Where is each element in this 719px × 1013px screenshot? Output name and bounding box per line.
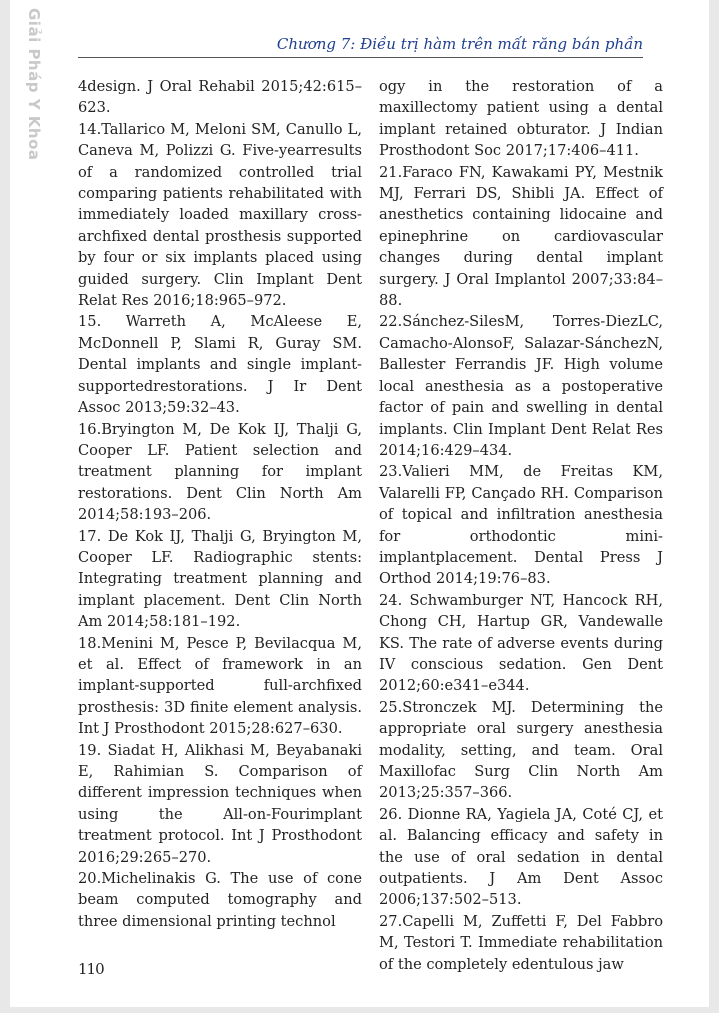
left-column [78,76,362,932]
header-rule [78,57,643,58]
document-page [10,0,709,1007]
reference-item: 18.Menini M, Pesce P, Bevilacqua M, et al. Effect of framework in an implant-supported full-archfixed prosthesis: 3D finite element analysis. Int J Prosthodont 2015;28:627–630. [78,634,362,738]
side-watermark-label: Giải Pháp Y Khoa [25,8,43,161]
reference-item: 15. Warreth A, McAleese E, McDonnell P, Slami R, Guray SM. Dental implants and single implant-supportedrestorations. J Ir Dent Assoc 2013;59:32–43. [78,313,362,417]
reference-item: 25.Stronczek MJ. Determining the appropriate oral surgery anesthesia modality, setting, and team. Oral Maxillofac Surg Clin North Am 2013;25:357–366. [379,698,663,802]
reference-item: 22.Sánchez-SilesM, Torres-DiezLC, Camacho-AlonsoF, Salazar-SánchezN, Ballester Ferrandis JF. High volume local anesthesia as a postoperative factor of pain and swelling in dental implants. Clin Implant Dent Relat Res 2014;16:429–434. [379,313,663,459]
chapter-header: Chương 7: Điều trị hàm trên mất răng bán phần [276,35,643,53]
reference-item: 20.Michelinakis G. The use of cone beam computed tomography and three dimensional printing technol [78,870,362,930]
reference-item: 26. Dionne RA, Yagiela JA, Coté CJ, et al. Balancing efficacy and safety in the use of oral sedation in dental outpatients. J Am Dent Assoc 2006;137:502–513. [379,805,663,909]
right-column [379,76,663,975]
page-number: 110 [78,960,104,978]
reference-item: 24. Schwamburger NT, Hancock RH, Chong CH, Hartup GR, Vandewalle KS. The rate of adverse events during IV conscious sedation. Gen Dent 2012;60:e341–e344. [379,591,663,695]
reference-item: 4design. J Oral Rehabil 2015;42:615–623. [78,78,362,117]
reference-item: 17. De Kok IJ, Thalji G, Bryington M, Cooper LF. Radiographic stents: Integrating treatment planning and implant placement. Dent Clin North Am 2014;58:181–192. [78,527,362,631]
reference-item: 14.Tallarico M, Meloni SM, Canullo L, Caneva M, Polizzi G. Five-yearresults of a randomized controlled trial comparing patients rehabilitated with immediately loaded maxillary cross-archfixed dental prosthesis supported by four or six implants placed using guided surgery. Clin Implant Dent Relat Res 2016;18:965–972. [78,120,362,310]
reference-item: 27.Capelli M, Zuffetti F, Del Fabbro M, Testori T. Immediate rehabilitation of the completely edentulous jaw [379,912,663,973]
reference-item: 19. Siadat H, Alikhasi M, Beyabanaki E, Rahimian S. Comparison of different impression techniques when using the All-on-Fourimplant treatment protocol. Int J Prosthodont 2016;29:265–270. [78,741,362,866]
reference-item: 23.Valieri MM, de Freitas KM, Valarelli FP, Cançado RH. Comparison of topical and infiltration anesthesia for orthodontic mini-implantplacement. Dental Press J Orthod 2014;19:76–83. [379,463,663,588]
reference-item: 16.Bryington M, De Kok IJ, Thalji G, Cooper LF. Patient selection and treatment planning for implant restorations. Dent Clin North Am 2014;58:193–206. [78,420,362,524]
reference-item: 21.Faraco FN, Kawakami PY, Mestnik MJ, Ferrari DS, Shibli JA. Effect of anesthetics containing lidocaine and epinephrine on cardiovascular changes during dental implant surgery. J Oral Implantol 2007;33:84–88. [379,163,663,310]
reference-item: ogy in the restoration of a maxillectomy patient using a dental implant retained obturator. J Indian Prosthodont Soc 2017;17:406–411. [379,78,663,160]
